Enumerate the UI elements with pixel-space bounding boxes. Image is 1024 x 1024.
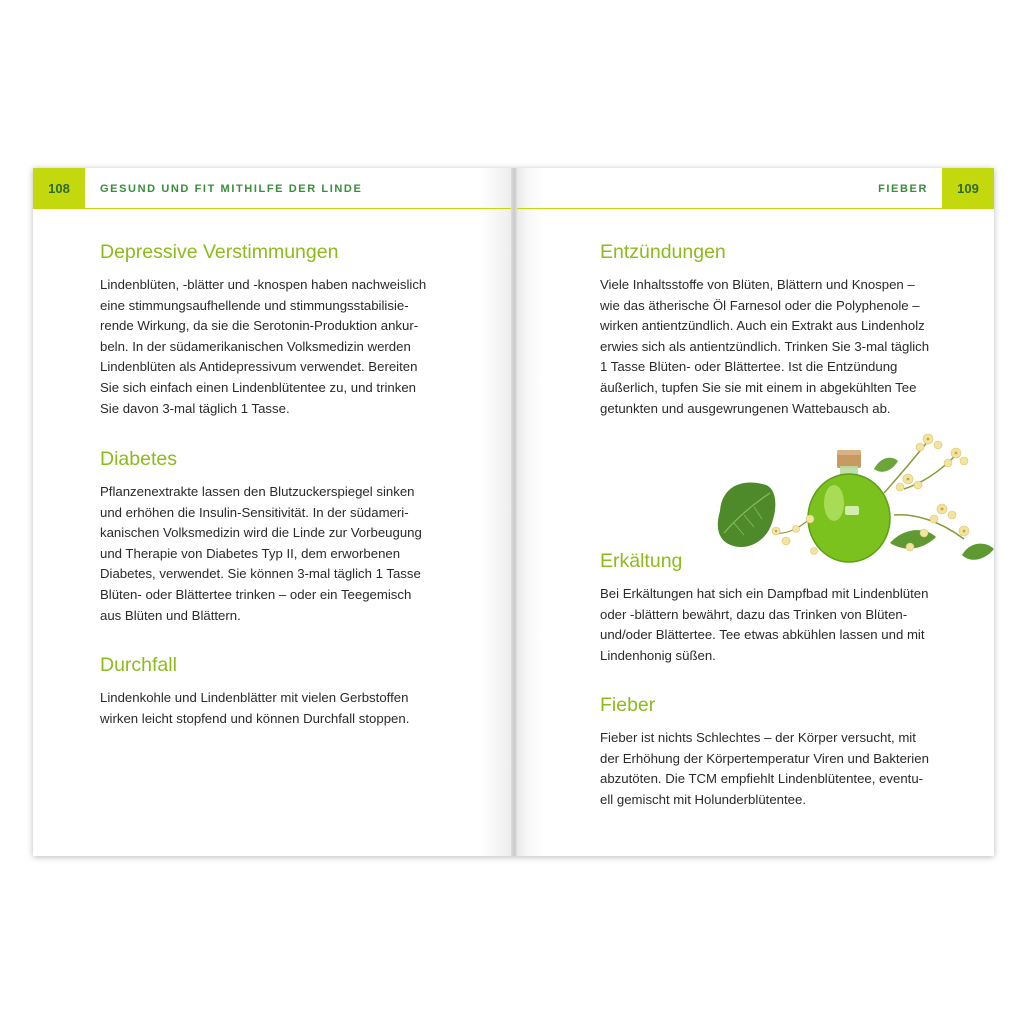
running-head-left: GESUND UND FIT MITHILFE DER LINDE — [100, 182, 363, 195]
section-heading: Entzündungen — [600, 241, 726, 263]
book-gutter — [511, 168, 517, 856]
section-durchfall — [100, 653, 480, 729]
running-head-right: FIEBER — [878, 182, 928, 195]
page-number-left: 108 — [33, 168, 85, 209]
section-fieber — [600, 693, 975, 810]
section-erkaeltung — [600, 549, 975, 666]
header-rule-left — [85, 208, 514, 209]
section-body: Bei Erkältungen hat sich ein Dampfbad mit Lindenblüten oder -blättern bewährt, dazu das Trinken von Blüten- und/oder Blättertee. Tee etwas abkühlen lassen und mit Lindenhonig süßen. — [600, 586, 929, 663]
left-page — [33, 168, 514, 856]
section-diabetes — [100, 447, 480, 626]
section-body: Viele Inhaltsstoffe von Blüten, Blättern und Knospen – wie das ätherische Öl Farnesol oder die Polyphenole – wirken antientzündlich. Auch ein Extrakt aus Lindenholz erwies sich als antientzündlich. Trinken Sie 3-mal täglich 1 Tasse Blüten- oder Blättertee. Ist die Entzündung äußerlich, tupfen Sie sie mit einem in abgekühlten Tee getunkten und ausgewrungenen Wattebausch ab. — [600, 277, 930, 416]
section-heading: Diabetes — [100, 448, 177, 470]
right-page — [514, 168, 994, 856]
section-body: Lindenkohle und Lindenblätter mit vielen Gerbstoffen wirken leicht stopfend und können Durchfall stoppen. — [100, 690, 410, 726]
section-heading: Depressive Verstimmungen — [100, 241, 339, 263]
section-heading: Durchfall — [100, 654, 177, 676]
section-depressive-verstimmungen — [100, 240, 480, 419]
section-body: Pflanzenextrakte lassen den Blutzuckerspiegel sinken und erhöhen die Insulin-Sensitivität. In der südameri- kanischen Volksmedizin wird die Linde zur Vorbeugung und Therapie von Diabetes Typ II, dem erworbenen Diabetes, verwendet. Sie können 3-mal täglich 1 Tasse Blüten- oder Blättertee trinken – oder ein Teegemisch aus Blüten und Blättern. — [100, 484, 422, 623]
book-spread — [33, 168, 994, 856]
section-body: Fieber ist nichts Schlechtes – der Körper versucht, mit der Erhöhung der Körpertemperatur Viren und Bakterien abzutöten. Die TCM empfiehlt Lindenblütentee, eventu- ell gemischt mit Holunderblütentee. — [600, 730, 929, 807]
section-entzuendungen — [600, 240, 975, 419]
section-heading: Fieber — [600, 694, 656, 716]
section-heading: Erkältung — [600, 550, 683, 572]
section-body: Lindenblüten, -blätter und -knospen haben nachweislich eine stimmungsaufhellende und stimmungsstabilisie- rende Wirkung, da sie die Serotonin-Produktion ankur- beln. In der südamerikanischen Volksmedizin werden Lindenblüten als Antidepressivum verwendet. Bereiten Sie sich einfach einen Lindenblütentee zu, und trinken Sie davon 3-mal täglich 1 Tasse. — [100, 277, 427, 416]
page-number-right: 109 — [942, 168, 994, 209]
